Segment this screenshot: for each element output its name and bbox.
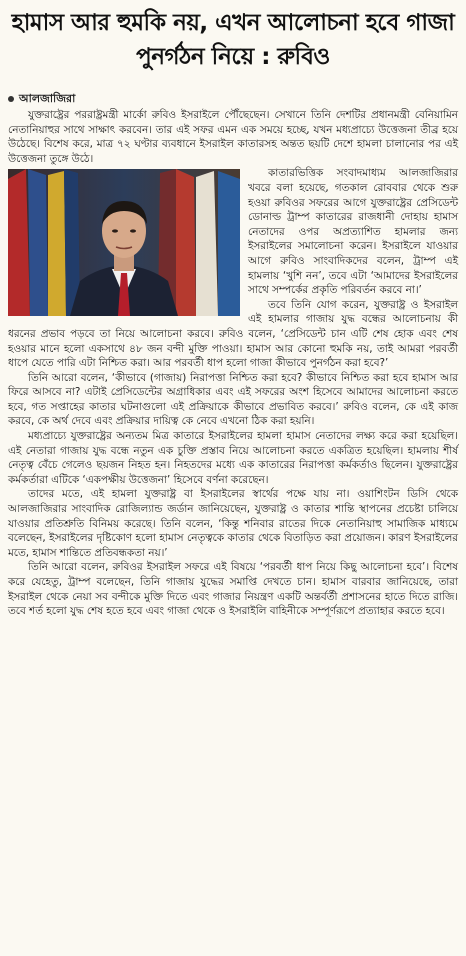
paragraph-2: কাতারভিত্তিক সংবাদমাধ্যম আলজাজিরার খবরে বলা হয়েছে, গতকাল রোববার থেকে শুরু হওয়া রুবিওর সফরের আগে যুক্তরাষ্ট্রের প্রেসিডেন্ট ডোনাল্ড ট্রাম্প কাতারের রাজধানী দোহায় হামাস নেতাদের ওপর অপ্রত্যাশিত হামলার জন্য ইসরাইলের সমালোচনা করেন। ইসরাইলে যাওয়ার আগে রুবিও সাংবাদিকদের বলেন, ট্রাম্প এই হামলায় ‘খুশি নন’, তবে এটা ‘আমাদের ইসরাইলের সাথে সম্পর্কের প্রকৃতি পরিবর্তন করবে না।’ — [248, 167, 458, 297]
source-name: আলজাজিরা — [19, 92, 76, 105]
article-body — [8, 108, 458, 619]
paragraph-5: মধ্যপ্রাচ্যে যুক্তরাষ্ট্রের অন্যতম মিত্র কাতারে ইসরাইলের হামলা হামাস নেতাদের লক্ষ্য করে করা হয়েছিল। এই নেতারা গাজায় যুদ্ধ বন্ধে নতুন এক চুক্তি প্রস্তাব নিয়ে আলোচনা করতে একত্রিত হয়েছিল। হামলায় শীর্ষ নেতৃত্ব বেঁচে গেলেও ছয়জন নিহত হন। নিহতদের মধ্যে এক কাতারের নিরাপত্তা কর্মকর্তাও ছিলেন। যুক্তরাষ্ট্রের কর্মকর্তারা এটিকে ‘একপক্ষীয় উত্তেজনা’ হিসেবে বর্ণনা করেছেন। — [8, 430, 458, 486]
rubio-photo — [8, 169, 240, 316]
headline: হামাস আর হুমকি নয়, এখন আলোচনা হবে গাজা পুনর্গঠন নিয়ে : রুবিও — [11, 10, 455, 70]
paragraph-1: যুক্তরাষ্ট্রের পররাষ্ট্রমন্ত্রী মার্কো রুবিও ইসরাইলে পৌঁছেছেন। সেখানে তিনি দেশটির প্রধানমন্ত্রী বেনিয়ামিন নেতানিয়াহুর সাথে সাক্ষাৎ করবেন। তার এই সফর এমন এক সময়ে হচ্ছে, যখন মধ্যপ্রাচ্যে উত্তেজনা তীব্র হয়ে উঠেছে। বিশেষ করে, মাত্র ৭২ ঘণ্টার ব্যবধানে ইসরাইল কাতারসহ অন্তত ছয়টি দেশে হামলা চালানোর পর এই উত্তেজনা তুঙ্গে উঠে। — [8, 109, 458, 165]
paragraph-4: তিনি আরো বলেন, ‘কীভাবে (গাজায়) নিরাপত্তা নিশ্চিত করা হবে? কীভাবে নিশ্চিত করা হবে হামাস আর ফিরে আসবে না? এটাই প্রেসিডেন্টের অগ্রাধিকার এবং এই সফরের অংশ হিসেবে আমাদের আলোচনা করতে হবে, গত সপ্তাহের কাতার ঘটনাগুলো এই প্রক্রিয়াকে কীভাবে প্রভাবিত করবে।’ রুবিও বলেন, কে এই কাজ করবে, কে অর্থ দেবে এবং প্রক্রিয়ার দায়িত্ব কে নেবে এখনো ঠিক করা হয়নি। — [8, 371, 458, 428]
paragraph-3: তবে তিনি যোগ করেন, যুক্তরাষ্ট্র ও ইসরাইল এই হামলার গাজায় যুদ্ধ বন্ধের আলোচনায় কী ধরনের প্রভাব পড়বে তা নিয়ে আলোচনা করবে। রুবিও বলেন, ‘প্রেসিডেন্ট চান এটি শেষ হোক এবং শেষ হওয়ার মানে হলো একসাথে ৪৮ জন বন্দী মুক্তি পাওয়া। হামাস আর কোনো হুমকি নয়, তাই আমরা পরবর্তী ধাপে যেতে পারি এটা নিশ্চিত করা। আর পরবর্তী ধাপ হলো গাজা কীভাবে পুনর্গঠন করা হবে?’ — [8, 298, 458, 370]
paragraph-7: তিনি আরো বলেন, রুবিওর ইসরাইল সফরে এই বিষয়ে ‘পরবর্তী ধাপ নিয়ে কিছু আলোচনা হবে’। বিশেষ করে যেহেতু, ট্রাম্প বলেছেন, তিনি গাজায় যুদ্ধের সমাপ্তি দেখতে চান। হামাস বারবার জানিয়েছে, তারা ইসরাইল থেকে নেয়া সব বন্দীকে মুক্তি দিতে এবং গাজার নিয়ন্ত্রণ একটি অন্তর্বর্তী প্রশাসনের হাতে দিতে রাজি। তবে শর্ত হলো যুদ্ধ শেষ হতে হবে এবং গাজা থেকে ও ইসরাইলি বাহিনীকে সম্পূর্ণরূপে প্রত্যাহার করতে হবে। — [8, 561, 458, 618]
bullet-icon — [8, 96, 14, 102]
portrait-image — [8, 169, 240, 316]
paragraph-6: তাদের মতে, এই হামলা যুক্তরাষ্ট্র বা ইসরাইলের স্বার্থের পক্ষে যায় না। ওয়াশিংটন ডিসি থেকে আলজাজিরার সাংবাদিক রোজিল্যান্ড জর্ডান জানিয়েছেন, যুক্তরাষ্ট্র ও কাতার শান্তি স্থাপনের প্রচেষ্টা চালিয়ে যাওয়ার প্রতিশ্রুতি বিনিময় করেছে। তিনি বলেন, ‘কিন্তু শনিবার রাতের দিকে নেতানিয়াহু সামাজিক মাধ্যমে বলেছেন, ইসরাইলের দৃষ্টিকোণ হলো হামাস নেতৃত্বকে কাতার থেকে বিতাড়িত করা প্রয়োজন। কারণ ইসরাইলের মতে, হামাস শান্তিতে প্রতিবন্ধকতা নয়।’ — [8, 488, 458, 559]
source-line — [8, 92, 75, 106]
